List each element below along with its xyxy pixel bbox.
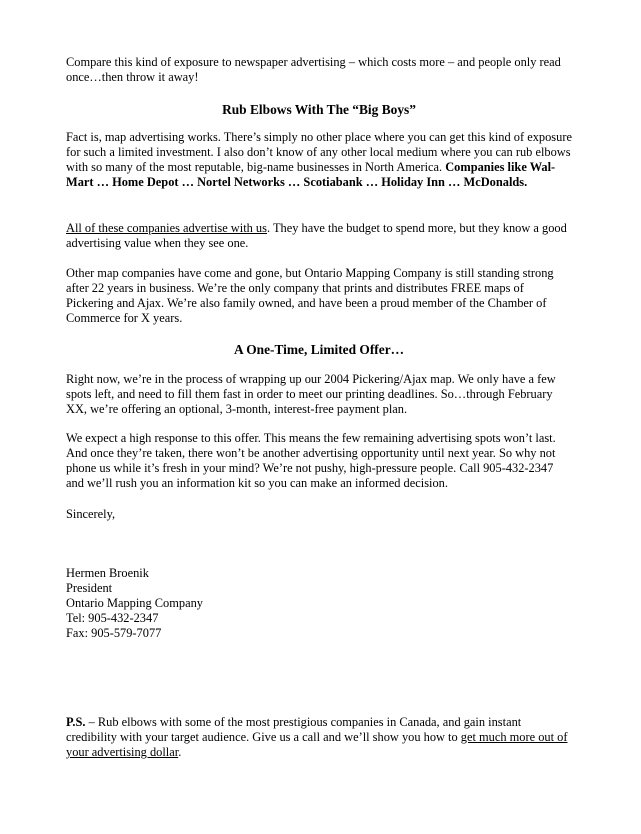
paragraph-right-now: Right now, we’re in the process of wrapping up our 2004 Pickering/Ajax map. We only have a few spots left, and need to fill them fast in order to meet our printing deadlines. So…through February XX, we’re offering an optional, 3-month, interest-free payment plan. — [66, 372, 556, 416]
paragraph-advertise-with-us — [66, 221, 572, 251]
signature-title: President — [66, 581, 113, 595]
postscript — [66, 715, 572, 760]
postscript-label: P.S. — [66, 715, 86, 729]
signature-tel: Tel: 905-432-2347 — [66, 611, 159, 625]
signature-company: Ontario Mapping Company — [66, 596, 203, 610]
advertise-with-us-rest: . They have the budget to spend more, but they know a good advertising value when they see one. — [66, 221, 567, 250]
paragraph-map-advertising — [66, 130, 572, 190]
postscript-end: . — [178, 745, 182, 759]
signature-fax: Fax: 905-579-7077 — [66, 626, 162, 640]
paragraph-expect-response: We expect a high response to this offer. This means the few remaining advertising spots won’t last. And once they’re taken, there won’t be another advertising opportunity until next year. So why not phone us while it’s fresh in your mind? We’re not pushy, high-pressure people. Call 905-432-2347 and we’ll rush you an information kit so you can make an informed decision. — [66, 431, 556, 490]
companies-list-bold: Companies like Wal-Mart … Home Depot … Nortel Networks … Scotiabank … Holiday Inn … McDonalds. — [66, 160, 556, 189]
heading-limited-offer: A One-Time, Limited Offer… — [233, 342, 405, 357]
closing-sincerely: Sincerely, — [66, 507, 116, 521]
signature-name: Hermen Broenik — [66, 566, 149, 580]
paragraph-other-companies: Other map companies have come and gone, but Ontario Mapping Company is still standing strong after 22 years in business. We’re the only company that prints and distributes FREE maps of Pickering and Ajax. We’re also family owned, and have been a proud member of the Chamber of Commerce for X years. — [66, 266, 554, 325]
postscript-underlined: get much more out of your advertising dollar — [66, 730, 568, 759]
heading-big-boys: Rub Elbows With The “Big Boys” — [222, 102, 416, 117]
signature-block — [66, 566, 572, 641]
paragraph-exposure: Compare this kind of exposure to newspaper advertising – which costs more – and people only read once…then throw it away! — [66, 55, 561, 84]
paragraph-map-advertising-text: Fact is, map advertising works. There’s simply no other place where you can get this kind of exposure for such a limited investment. I also don’t know of any other local medium where you can rub elbows with so many of the most reputable, big-name businesses in North America. — [66, 130, 572, 174]
postscript-text: – Rub elbows with some of the most prestigious companies in Canada, and gain instant credibility with your target audience. Give us a call and we’ll show you how to — [66, 715, 522, 744]
advertise-with-us-underlined: All of these companies advertise with us — [66, 221, 267, 235]
